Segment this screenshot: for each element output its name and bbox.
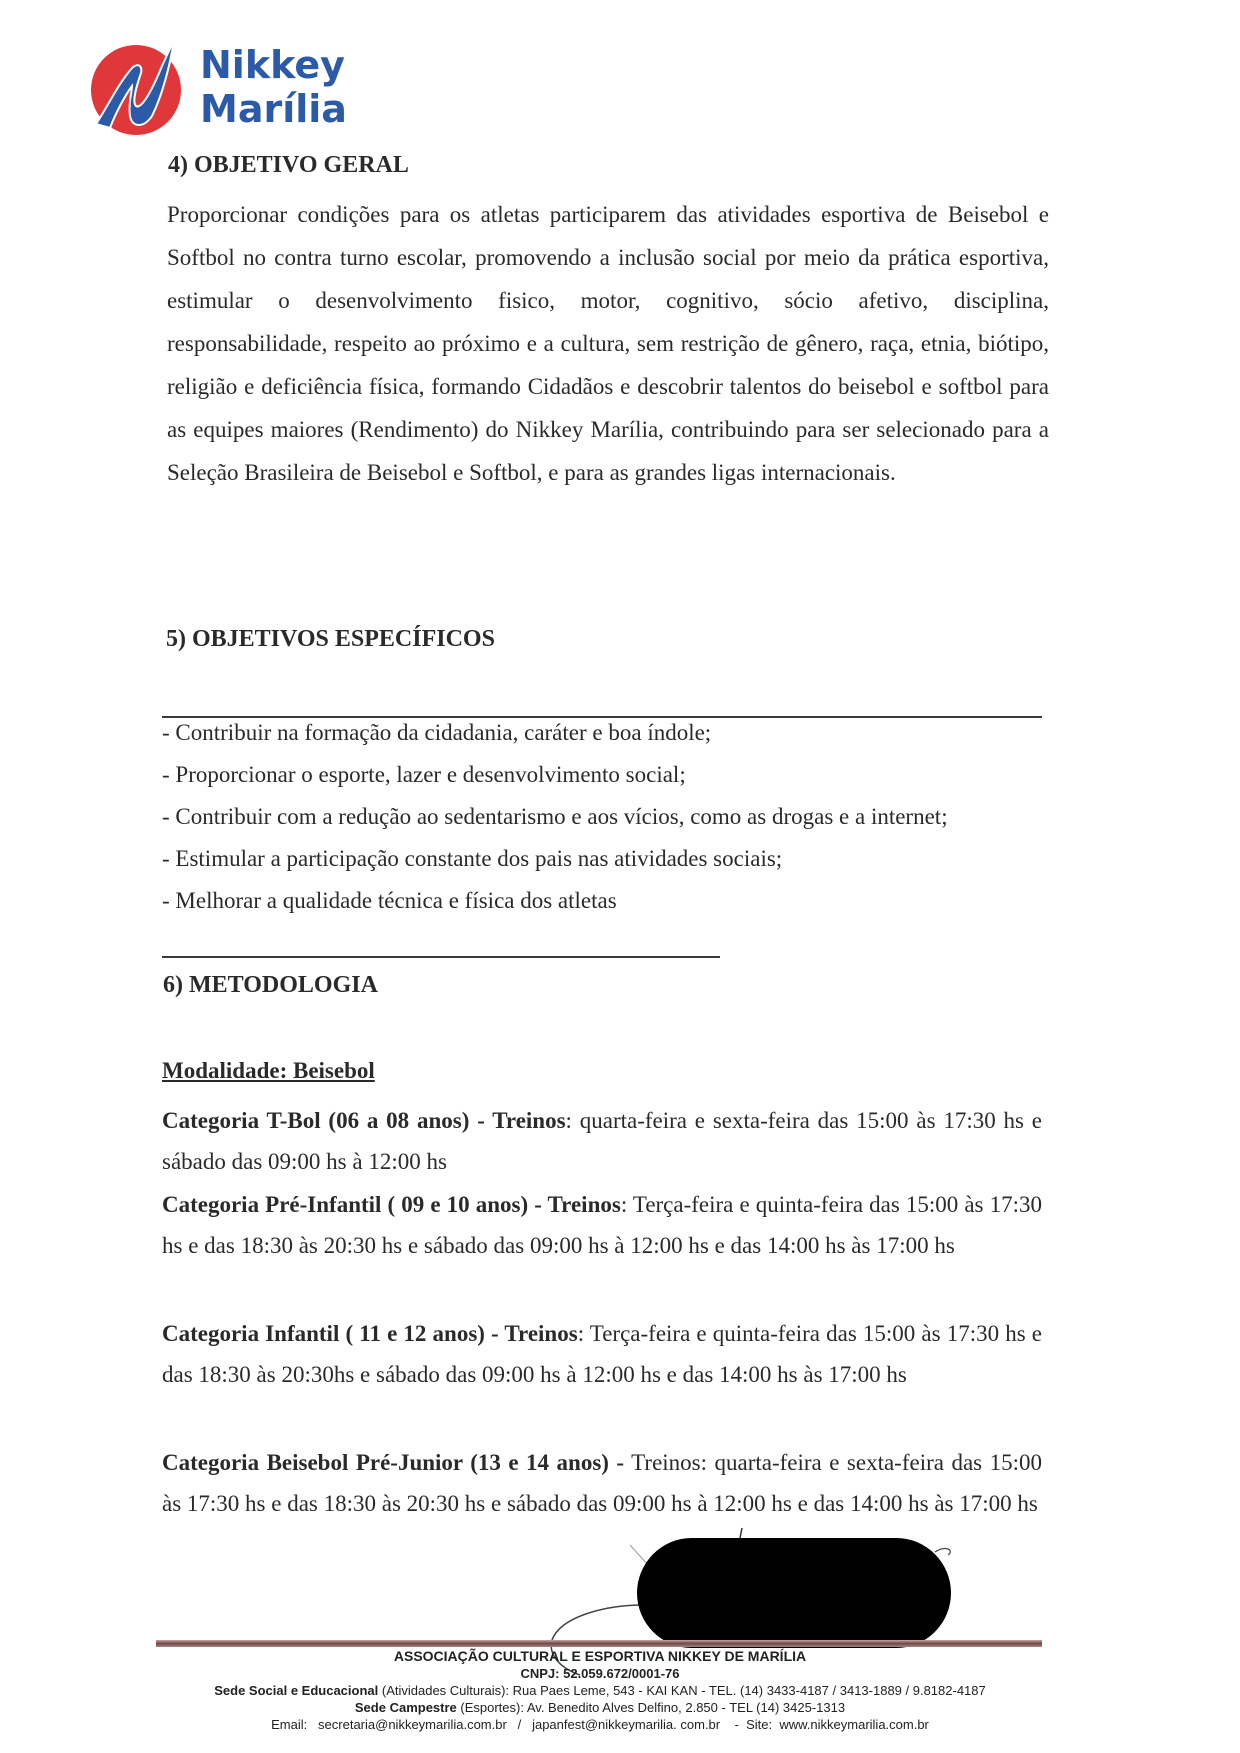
footer-sede-social-label: Sede Social e Educacional bbox=[214, 1683, 379, 1698]
logo-text-line2: Marília bbox=[200, 87, 347, 131]
logo-text-line1: Nikkey bbox=[200, 43, 345, 87]
objective-item: - Melhorar a qualidade técnica e física dos atletas bbox=[162, 888, 617, 913]
category-schedule: Treinos: quarta-feira e sexta-feira das 15:00 às 17:30 hs e das 18:30 às 20:30 hs e sábado das 09:00 hs à 12:00 hs e das 14:00 hs às 17:00 hs bbox=[162, 1450, 1042, 1516]
section-6-heading: 6) METODOLOGIA bbox=[163, 972, 378, 998]
objective-item: - Contribuir na formação da cidadania, caráter e boa índole; bbox=[162, 720, 712, 745]
category-title: Categoria T-Bol (06 a 08 anos) - Treinos bbox=[162, 1108, 566, 1133]
section-4-heading: 4) OBJETIVO GERAL bbox=[168, 152, 409, 178]
footer-sede-campestre-text: (Esportes): Av. Benedito Alves Delfino, 2.850 - TEL (14) 3425-1313 bbox=[456, 1700, 846, 1715]
category-schedule: : quarta-feira e sexta-feira das 15:00 às 17:30 hs e sábado das 09:00 hs à 12:00 hs bbox=[162, 1108, 1043, 1174]
footer-sede-campestre-label: Sede Campestre bbox=[354, 1700, 457, 1715]
section-5-heading: 5) OBJETIVOS ESPECÍFICOS bbox=[166, 626, 495, 652]
category-title: Categoria Infantil ( 11 e 12 anos) - Treinos bbox=[162, 1321, 578, 1346]
category-schedule: : Terça-feira e quinta-feira das 15:00 às 17:30 hs e das 18:30 às 20:30 hs e sábado das 09:00 hs à 12:00 hs e das 14:00 hs às 17:00 hs bbox=[162, 1192, 1042, 1258]
objective-item: - Contribuir com a redução ao sedentarismo e aos vícios, como as drogas e a internet; bbox=[162, 804, 948, 829]
modalidade-heading: Modalidade: Beisebol bbox=[162, 1058, 375, 1083]
footer-contact-line: Email: secretaria@nikkeymarilia.com.br / japanfest@nikkeymarilia. com.br - Site: www.nikkeymarilia.com.br bbox=[271, 1717, 929, 1732]
footer-org-name: ASSOCIAÇÃO CULTURAL E ESPORTIVA NIKKEY DE MARÍLIA bbox=[393, 1648, 807, 1664]
category-schedule: : Terça-feira e quinta-feira das 15:00 às 17:30 hs e das 18:30 às 20:30hs e sábado das 09:00 hs à 12:00 hs e das 14:00 hs às 17:00 hs bbox=[162, 1321, 1042, 1387]
category-title: Categoria Pré-Infantil ( 09 e 10 anos) - Treinos bbox=[162, 1192, 621, 1217]
footer-bar bbox=[156, 1640, 1042, 1647]
category-title: Categoria Beisebol Pré-Junior (13 e 14 anos) - bbox=[162, 1450, 625, 1475]
redaction-mark bbox=[637, 1538, 951, 1648]
footer-sede-social-text: (Atividades Culturais): Rua Paes Leme, 543 - KAI KAN - TEL. (14) 3433-4187 / 3413-1889 / 9.8182-4187 bbox=[378, 1683, 986, 1698]
objective-item: - Estimular a participação constante dos pais nas atividades sociais; bbox=[162, 846, 783, 871]
footer bbox=[150, 1648, 1050, 1733]
section-4-text: Proporcionar condições para os atletas participarem das atividades esportiva de Beisebol e Softbol no contra turno escolar, promovendo a inclusão social por meio da prática esportiva, estimular o desenvolvimento fisico, motor, cognitivo, sócio afetivo, disciplina, responsabilidade, respeito ao próximo e a cultura, sem restrição de gênero, raça, etnia, biótipo, religião e deficiência física, formando Cidadãos e descobrir talentos do beisebol e softbol para as equipes maiores (Rendimento) do Nikkey Marília, contribuindo para ser selecionado para a Seleção Brasileira de Beisebol e Softbol, e para as grandes ligas internacionais. bbox=[167, 202, 1049, 485]
footer-cnpj: CNPJ: 52.059.672/0001-76 bbox=[520, 1666, 680, 1681]
objective-item: - Proporcionar o esporte, lazer e desenvolvimento social; bbox=[162, 762, 686, 787]
